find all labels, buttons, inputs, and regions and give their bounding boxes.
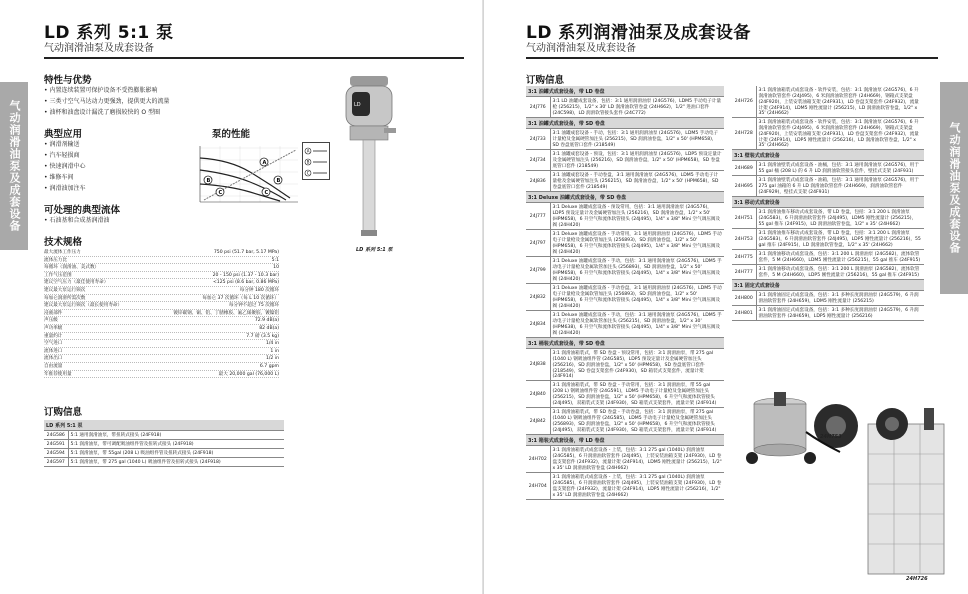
part-number: 24H689 bbox=[732, 161, 756, 176]
performance-heading: 泵的性能 bbox=[212, 129, 251, 140]
order-section-header: 3:1 桶装式成套设备，带 SD 卷盘 bbox=[526, 338, 724, 349]
table-row bbox=[526, 230, 724, 257]
part-number: 24J734 bbox=[526, 150, 550, 171]
svg-text:C: C bbox=[306, 170, 310, 176]
table-row bbox=[526, 311, 724, 338]
part-number: 24H801 bbox=[732, 306, 756, 321]
part-description: 3:1 Deluxe 油罐成套设备 - 手动常用，3:1 通用润滑油泵 (24G576)，LDM5 手动电子计量枪及金属软管加注头 (256893)，SD 润滑油卷盘，1/2" x 50' (HPM658)，6 升空气和流体软管接头 (24J495)，1/4" x 3/8" Mini 空气调压阀及阀 (24H420) bbox=[550, 230, 724, 257]
part-number: 24G594 bbox=[44, 449, 68, 458]
svg-text:B: B bbox=[206, 178, 211, 184]
fluids-heading: 可处理的典型流体 bbox=[44, 205, 121, 216]
fluids-list bbox=[44, 215, 109, 226]
table-row bbox=[732, 265, 924, 280]
order-section-header: 3:1 Deluxe 油罐式成套设备，带 SD 卷盘 bbox=[526, 192, 724, 203]
svg-text:C: C bbox=[264, 190, 269, 196]
table-row bbox=[44, 458, 284, 467]
spec-row: 自由流量 6.7 gpm bbox=[44, 363, 279, 369]
part-number: 24J799 bbox=[526, 257, 550, 284]
table-row bbox=[44, 431, 284, 440]
part-number: 24H702 bbox=[526, 446, 550, 473]
left-order-heading: 订购信息 bbox=[44, 407, 83, 418]
table-row bbox=[526, 349, 724, 381]
table-row bbox=[732, 161, 924, 176]
pump-image bbox=[340, 70, 398, 240]
part-number: 24J733 bbox=[526, 129, 550, 150]
part-description: 3:1 Deluxe 油罐成套设备 - 预设常用，包括：3:1 通用润滑油泵 (24G576)，LDP5 预设定量计及金属硬管加注头 (256216)，SD 润滑油卷盘，1/2" x 50' (HPM658)，6 升空气和流体软管接头 (24J495)，1/4" x 3/8" Mini 空气调压阀及阀 (24H420) bbox=[550, 203, 724, 230]
part-description: 5:1 润滑油泵，带可调配吸油组件管及扭转式接头 (24F918) bbox=[68, 440, 284, 449]
table-row bbox=[526, 408, 724, 435]
part-description: 5:1 润滑油泵，带 275 gal (1040 L) 吸油组件管及扭转式接头 (24F918) bbox=[68, 458, 284, 467]
order-table bbox=[526, 129, 724, 192]
order-section-header: LD 系列 5:1 泵 bbox=[44, 420, 284, 431]
right-title-rule bbox=[526, 57, 938, 59]
order-column-2 bbox=[732, 86, 924, 376]
application-item: • 快速润滑中心 bbox=[44, 161, 85, 172]
part-number: 24G586 bbox=[44, 431, 68, 440]
table-row bbox=[732, 306, 924, 321]
left-title-rule bbox=[44, 57, 464, 59]
part-number: 24J838 bbox=[526, 349, 550, 381]
svg-text:B: B bbox=[276, 178, 281, 184]
spec-row: 流体压力比 5:1 bbox=[44, 257, 279, 263]
part-description: 3:1 润滑油壁装式成套设备 - 油桶，包括：3:1 通用润滑油泵 (24G576)，用于 55 gal 桶 (208 L) 的 6 升 LD 润滑油软管接头套件，壁挂式支架 (24F931) bbox=[756, 161, 924, 176]
spec-row: 流体进口 1 in bbox=[44, 348, 279, 354]
part-description: 3:1 润滑油推车移动式成套设备，带 LD 卷盘，包括：3:1 200 L 润滑油泵 (24G583)，6 升润滑油软管套件 (24J495)，LDM5 刚性流量计 (256215)，55 gal 推车 (24F915)，LD 润滑油软管卷盘，1/2" x 35' (24H662) bbox=[756, 208, 924, 229]
table-row bbox=[44, 440, 284, 449]
right-page-title: LD 系列润滑油泵及成套设备 bbox=[526, 23, 751, 43]
part-number: 24J777 bbox=[526, 203, 550, 230]
application-item: • 维修车间 bbox=[44, 172, 85, 183]
applications-list bbox=[44, 139, 85, 194]
order-section-header: 3:1 箱装式成套设备，带 LD 卷盘 bbox=[526, 435, 724, 446]
part-description: 5:1 润滑油泵，带 55gal (208 L) 吸油组件管及扭转式接头 (24F918) bbox=[68, 449, 284, 458]
part-description: 3:1 润滑油箱装式成套设备 - 软件安装，包括：3:1 润滑油泵 (24G576)，6 升润滑油软管套件 (24J495)，6 米润滑油软管套件 (24H669)，钢箱式支架盘 (24F920)，上装安装油箱支架 (24F931)，LD 卷盘支架套件 (24F932)，流量计架 (24F914)，LDM5 刚性流量计 (256215)，LD 润滑油软管卷盘，1/2" x 35' (24H662) bbox=[756, 86, 924, 118]
table-row bbox=[732, 86, 924, 118]
application-item: • 润滑剂输送 bbox=[44, 139, 85, 150]
application-item: • 润滑油加注车 bbox=[44, 183, 85, 194]
table-row bbox=[732, 118, 924, 150]
order-column-1 bbox=[526, 86, 724, 586]
part-description: 3:1 润滑油移动式成套设备，包括：3:1 200 L 润滑油泵 (24G582)，流体软管套件，5 M (24H660)，LDM5 刚性流量计 (256215)，55 gal 推车 (24F915) bbox=[756, 250, 924, 265]
table-row bbox=[526, 150, 724, 171]
part-number: 24J797 bbox=[526, 230, 550, 257]
order-section-header: 3:1 油罐式成套设备，带 LD 卷盘 bbox=[526, 86, 724, 97]
chart-legend bbox=[302, 142, 330, 180]
table-row bbox=[526, 171, 724, 192]
table-row bbox=[526, 473, 724, 500]
part-number: 24J832 bbox=[526, 284, 550, 311]
part-description: 3:1 润滑油箱装式成套设备 - 上装，包括：3:1 275 gal (1040L) 润滑油泵 (24G585)，6 升润滑油软管套件 (24J495)，上装安装油箱支架 (24F930)，LD 卷盘支架套件 (24F932)，流量计架 (24F914)，LDP5 刚性流量计 (256216)，1/2" x 35' LD 润滑油软管卷盘 (24H662) bbox=[550, 473, 724, 500]
table-row bbox=[526, 257, 724, 284]
part-description: 3:1 润滑油推车移动式成套设备，带 LD 卷盘，包括：3:1 200 L 润滑油泵 (24G583)，6 升润滑油软管套件 (24J495)，LDP5 刚性流量计 (256216)，55 gal 推车 (24F915)，LD 润滑油软管卷盘，1/2" x 35' (24H662) bbox=[756, 229, 924, 250]
order-section-header: 3:1 移动式成套设备 bbox=[732, 197, 924, 208]
table-row bbox=[732, 291, 924, 306]
table-row bbox=[732, 176, 924, 197]
tank-stand-image bbox=[864, 404, 950, 584]
spec-row: 工作气压范围 20 - 150 psi (1.37 - 10.3 bar) bbox=[44, 272, 279, 278]
order-table bbox=[732, 86, 924, 150]
drum-cart-image bbox=[740, 392, 870, 466]
part-description: 3:1 油罐成套设备 - 手动卷盘，3:1 通用润滑油泵 (24G576)，LDM5 手动电子计量枪及金属硬管加注头 (256215)，SD 润滑油卷盘，1/2" x 50' (HPM658)，SD 卷盘底管口套件 (218549) bbox=[550, 171, 724, 192]
applications-heading: 典型应用 bbox=[44, 129, 83, 140]
part-description: 3:1 润滑油箱装式成套设备 - 软件安装，包括：3:1 润滑油泵 (24G576)，6 升润滑油软管套件 (24J495)，6 米润滑油软管套件 (24H669)，钢箱式支架盘 (24F920)，上装安装油箱支架 (24F931)，LD 卷盘支架套件 (24F932)，流量计架 (24F914)，LDP5 刚性流量计 (256216)，LD 润滑油软管卷盘，1/2" x 35' (24H662) bbox=[756, 118, 924, 150]
spec-row: 流体出口 1/2 in bbox=[44, 356, 279, 362]
left-page-subtitle: 气动润滑油泵及成套设备 bbox=[44, 43, 154, 54]
table-row bbox=[44, 449, 284, 458]
part-description: 3:1 润滑油箱装式成套设备 - 上装，包括：3:1 275 gal (1040L) 润滑油泵 (24G585)，6 升润滑油软管套件 (24J495)，上装安装油箱支架 (24F930)，LD 卷盘支架套件 (24F932)，流量计架 (24F914)，LDM5 刚性流量计 (256215)，1/2" x 35' LD 润滑油软管卷盘 (24H662) bbox=[550, 446, 724, 473]
tank-caption: 24H726 bbox=[906, 576, 928, 582]
cart-caption: 24H753 bbox=[820, 434, 842, 440]
part-description: 3:1 Deluxe 油罐成套设备 - 手动，包括：3:1 通用润滑油泵 (24G576)，LDM5 手动电子计量枪及金属软管加注头 (256215)，SD 润滑油卷盘，1/2" x 30' (HPM638)，6 升空气和流体软管接头 (24J495)，1/4" x 3/8" Mini 空气调压阀及阀 (24H420) bbox=[550, 311, 724, 338]
table-row bbox=[526, 97, 724, 118]
svg-text:A: A bbox=[306, 148, 310, 154]
spec-row: 空气进口 1/4 in bbox=[44, 341, 279, 347]
order-table bbox=[732, 161, 924, 197]
spec-row: 声压级 72.9 dB(a) bbox=[44, 318, 279, 324]
part-number: 24G597 bbox=[44, 458, 68, 467]
part-description: 3:1 润滑油箱装式，带 SD 卷盘 - 手动常用，包括：3:1 润滑油泵，带 55 gal (208 L) 钢吸油组件管 (24G591)，LDM5 手动电子计量枪及金属硬管加注头 (256215)，SD 润滑油卷盘，1/2" x 50' (HPM658)，6 升空气和流体软管接头 (24J495)，双箱装式支架 (24F930)，SD 箱装式支架套件，流量计架 (24F914) bbox=[550, 381, 724, 408]
part-number: 24H704 bbox=[526, 473, 550, 500]
feature-item: • 油杯和油盘设计漏洗了磨损较快的 O 型圈 bbox=[44, 107, 169, 118]
left-side-tab: 气动润滑油泵及成套设备 bbox=[0, 82, 28, 250]
order-section-header: 3:1 油罐式成套设备，带 SD 卷盘 bbox=[526, 118, 724, 129]
specs-table bbox=[44, 249, 279, 378]
part-description: 3:1 Deluxe 油罐成套设备 - 手动，包括：3:1 通用润滑油泵 (24G576)，LDM5 手动电子计量枪及金属软管加注头 (256893)，SD 润滑油卷盘，1/2" x 50' (HPM658)，6 升空气和流体软管接头 (24J495)，1/4" x 3/8" Mini 空气调压阀及阀 (24H420) bbox=[550, 257, 724, 284]
part-number: 24H695 bbox=[732, 176, 756, 197]
order-table bbox=[732, 208, 924, 280]
part-number: 24H775 bbox=[732, 250, 756, 265]
left-order-table bbox=[44, 420, 284, 467]
part-number: 24H726 bbox=[732, 86, 756, 118]
feature-item: • 三类寸空气马达动力更强劲，提供更大的流量 bbox=[44, 96, 169, 107]
right-order-heading: 订购信息 bbox=[526, 75, 565, 86]
order-section-header: 3:1 壁装式成套设备 bbox=[732, 150, 924, 161]
order-table bbox=[526, 349, 724, 435]
svg-text:C: C bbox=[218, 190, 223, 196]
part-number: 24J842 bbox=[526, 408, 550, 435]
part-number: 24H728 bbox=[732, 118, 756, 150]
part-number: 24H753 bbox=[732, 229, 756, 250]
part-number: 24H800 bbox=[732, 291, 756, 306]
table-row bbox=[526, 129, 724, 150]
specs-heading: 技术规格 bbox=[44, 237, 83, 248]
part-description: 3:1 润滑油固定式成套设备，包括：3:1 多种长度润滑油泵 (24G579)，6 升润滑油软管套件 (24H659)，LDM5 刚性流量计 (256215) bbox=[756, 291, 924, 306]
right-side-tab: 气动润滑油泵及成套设备 bbox=[940, 82, 968, 294]
part-description: 3:1 润滑油移动式成套设备，包括：3:1 200 L 润滑油泵 (24G582)，流体软管套件，5 M (24H660)，LDP5 刚性流量计 (256216)，55 gal 推车 (24F915) bbox=[756, 265, 924, 280]
order-table bbox=[526, 446, 724, 500]
svg-text:B: B bbox=[306, 159, 310, 165]
application-item: • 汽车轻损商 bbox=[44, 150, 85, 161]
fluid-item: • 石油基和合成基润滑油 bbox=[44, 215, 109, 226]
order-table bbox=[526, 203, 724, 338]
part-description: 3:1 油罐成套设备 - 预设，包括：3:1 通用润滑油泵 (24G576)，LDP5 预设定量计及金属硬管加注头 (256216)，SD 润滑油卷盘，1/2" x 50' (HPM658)，SD 卷盘底管口套件 (218549) bbox=[550, 150, 724, 171]
table-row bbox=[526, 446, 724, 473]
svg-text:LD: LD bbox=[354, 102, 361, 108]
part-description: 3:1 Deluxe 油罐成套设备 - 手动卷盘，3:1 通用润滑油泵 (24G576)，LDM5 手动电子计量枪及金属软管加注头 (256893)，SD 润滑油卷盘，1/2" x 50' (HPM658)，6 升空气和流体软管接头 (24J495)，1/4" x 3/8" Mini 空气调压阀及阀 (24H420) bbox=[550, 284, 724, 311]
part-number: 24J836 bbox=[526, 171, 550, 192]
pump-caption: LD 系列 5:1 泵 bbox=[356, 247, 393, 253]
part-description: 3:1 LD 油罐成套设备，包括：3:1 通用润滑油泵 (24G576)，LDM5 手动电子计量枪 (256215)，1/2" x 30' LD 润滑油软管卷盘 (24H662)，1/2" 进油口套件 (24C598)，LD 润滑软管接头套件 (24C772) bbox=[550, 97, 724, 118]
table-row bbox=[526, 284, 724, 311]
part-number: 24J776 bbox=[526, 97, 550, 118]
table-row bbox=[732, 229, 924, 250]
table-row bbox=[732, 208, 924, 229]
table-row bbox=[526, 203, 724, 230]
order-table bbox=[526, 97, 724, 118]
spec-row: 建议空气压力（最佳使用寿命） <125 psi (8.6 bar, 0.86 MPa) bbox=[44, 280, 279, 286]
part-number: 24J834 bbox=[526, 311, 550, 338]
features-heading: 特性与优势 bbox=[44, 75, 92, 86]
right-page-subtitle: 气动润滑油泵及成套设备 bbox=[526, 43, 636, 54]
features-list bbox=[44, 85, 169, 118]
svg-text:A: A bbox=[262, 160, 267, 166]
part-number: 24H777 bbox=[732, 265, 756, 280]
table-row bbox=[732, 250, 924, 265]
table-row bbox=[526, 381, 724, 408]
part-number: 24J840 bbox=[526, 381, 550, 408]
spec-row: 声功率级 82 dB(a) bbox=[44, 325, 279, 331]
spec-row: 每循环（润滑油、美式数） 10 bbox=[44, 265, 279, 271]
spec-row: 浸液部件 镀锌碳钢、铜、铝、丁腈橡胶、氟乙烯聚胶、镀镍铝 bbox=[44, 310, 279, 316]
feature-item: • 内置连续装置可保护设备不受热膨胀影响 bbox=[44, 85, 169, 96]
part-description: 5:1 通用润滑油泵，带扭转式接头 (24F918) bbox=[68, 431, 284, 440]
part-number: 24G591 bbox=[44, 440, 68, 449]
spec-row: 年推荐使用量 最大 20,000 gal (76,000 L) bbox=[44, 371, 279, 377]
left-page-title: LD 系列 5:1 泵 bbox=[44, 23, 174, 43]
part-description: 3:1 润滑油箱装式，带 SD 卷盘 - 手动卷盘，包括：3:1 润滑油泵，带 275 gal (1040 L) 钢吸油组件管 (24G585)，LDM5 手动电子计量枪及金属硬管加注头 (256893)，SD 润滑油卷盘，1/2" x 50' (HPM658)，6 升空气和流体软管接头 (24J495)，双箱装式支架 (24F930)，SD 箱装式支架套件，流量计架 (24F914) bbox=[550, 408, 724, 435]
part-description: 3:1 润滑油壁装式成套设备 - 油箱，包括：3:1 通用润滑油泵 (24G576)，用于 275 gal 油箱的 6 升 LD 润滑油软管套件 (24H669)，润滑油软管套件 (24F929)，壁挂式支架 (24F931) bbox=[756, 176, 924, 197]
order-table bbox=[732, 291, 924, 321]
part-number: 24H751 bbox=[732, 208, 756, 229]
spec-row: 重量约计 7.7 磅 (3.5 kg) bbox=[44, 333, 279, 339]
pump-performance-chart bbox=[190, 140, 300, 208]
right-page bbox=[484, 0, 968, 594]
spec-row: 建议最大泵运行频次 每分钟 180 次循环 bbox=[44, 287, 279, 293]
part-description: 3:1 润滑油固定式成套设备，包括：3:1 多种长度润滑油泵 (24G579)，6 升润滑油软管套件 (24H659)，LDP5 刚性流量计 (256216) bbox=[756, 306, 924, 321]
part-description: 3:1 油罐成套设备 - 手动，包括：3:1 通用润滑油泵 (24G576)，LDM5 手动电子计量枪及金属硬管加注头 (256215)，SD 润滑油卷盘，1/2" x 50' (HPM658)，SD 卷盘底管口套件 (218549) bbox=[550, 129, 724, 150]
spec-row: 最大流体工作压力 750 psi (51.7 bar, 5.17 MPa) bbox=[44, 250, 279, 255]
spec-row: 每加仑润滑所需次数 每加仑 37 次循环（每 L 10 次循环） bbox=[44, 295, 279, 301]
part-description: 3:1 润滑油箱装式，带 SD 卷盘 - 预设常用，包括：3:1 润滑油泵，带 275 gal (1040 L) 钢吸油组件管 (24G585)，LDP5 预设定量计及金属硬管加注头 (256216)，SD 润滑油卷盘，1/2" x 50' (HPM658)，SD 卷盘底管口套件 (218549)，SD 卷盘支架套件 (24F930)，SD 箱装式支架套件，流量计架 (24F914) bbox=[550, 349, 724, 381]
order-section-header: 3:1 固定式成套设备 bbox=[732, 280, 924, 291]
spec-row: 建议最大泵运行频次（最长使用寿命） 每分钟不超过 75 次循环 bbox=[44, 303, 279, 309]
